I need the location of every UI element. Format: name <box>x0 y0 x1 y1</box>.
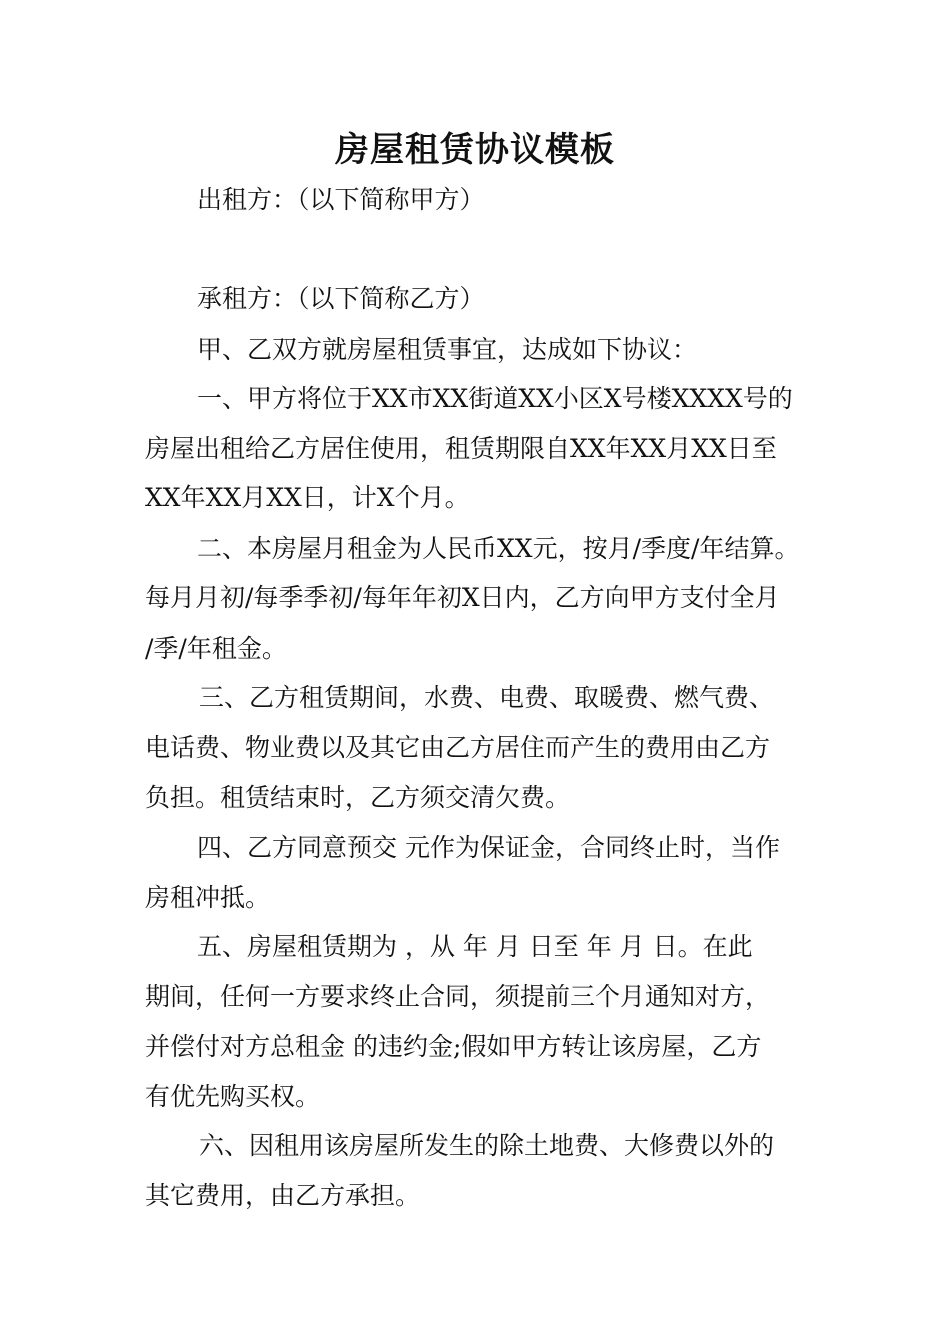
clause-2-line-1: 二、本房屋月租金为人民币XX元，按月/季度/年结算。 <box>197 534 800 563</box>
clause-5-line-1: 五、房屋租赁期为 ，从 年 月 日至 年 月 日。在此 <box>197 932 753 961</box>
document-title: 房屋租赁协议模板 <box>335 130 615 170</box>
clause-1-line-3: XX年XX月XX日，计X个月。 <box>145 483 470 512</box>
clause-3-line-3: 负担。租赁结束时，乙方须交清欠费。 <box>145 783 571 812</box>
clause-1-line-1: 一、甲方将位于XX市XX街道XX小区X号楼XXXX号的 <box>197 384 793 413</box>
clause-5-line-3: 并偿付对方总租金 的违约金;假如甲方转让该房屋，乙方 <box>145 1032 762 1061</box>
clause-2-line-2: 每月月初/每季季初/每年年初X日内，乙方向甲方支付全月 <box>145 583 780 612</box>
clause-5-line-2: 期间，任何一方要求终止合同，须提前三个月通知对方， <box>145 982 771 1011</box>
clause-2-line-3: /季/年租金。 <box>145 634 287 663</box>
clause-1-line-2: 房屋出租给乙方居住使用，租赁期限自XX年XX月XX日至 <box>145 434 777 463</box>
clause-4-line-1: 四、乙方同意预交 元作为保证金，合同终止时，当作 <box>197 833 780 862</box>
clause-6-line-1: 六、因租用该房屋所发生的除土地费、大修费以外的 <box>199 1131 775 1160</box>
clause-3-line-2: 电话费、物业费以及其它由乙方居住而产生的费用由乙方 <box>145 733 771 762</box>
clause-6-line-2: 其它费用，由乙方承担。 <box>145 1181 421 1210</box>
lessee-line: 承租方：（以下简称乙方） <box>197 284 485 313</box>
lessor-line: 出租方：（以下简称甲方） <box>197 185 485 214</box>
clause-4-line-2: 房租冲抵。 <box>145 883 271 912</box>
clause-3-line-1: 三、乙方租赁期间，水费、电费、取暖费、燃气费、 <box>199 683 775 712</box>
clause-5-line-4: 有优先购买权。 <box>145 1082 321 1111</box>
agreement-intro-line: 甲、乙双方就房屋租赁事宜，达成如下协议： <box>197 335 698 364</box>
